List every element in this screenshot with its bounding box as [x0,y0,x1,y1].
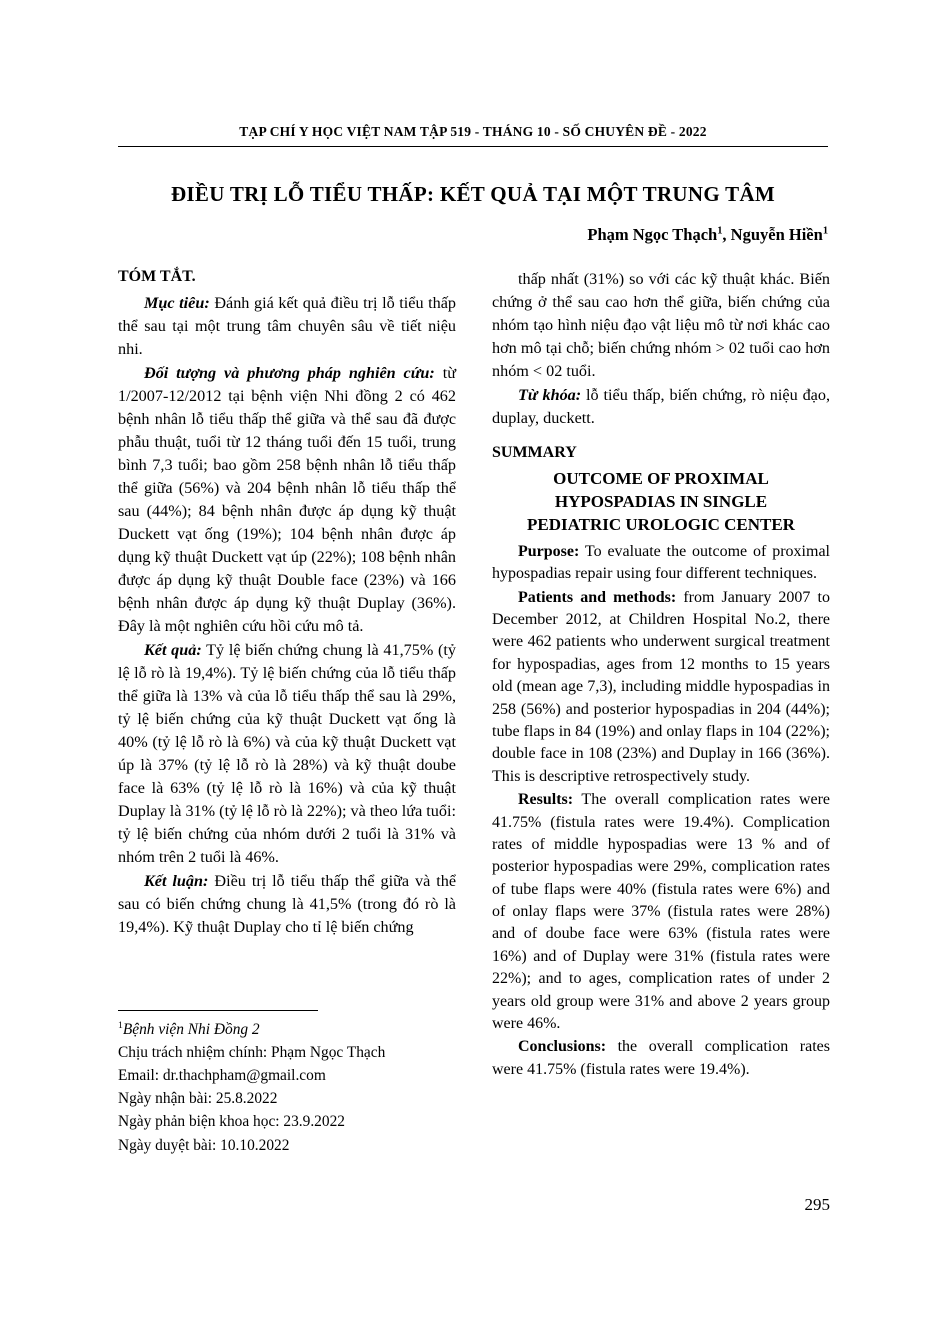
paragraph-lead-results-en: Results: [518,791,574,809]
summary-block [492,444,830,1081]
footnote-block [118,1018,458,1157]
author-affiliation-marker-2: 1 [822,225,828,237]
summary-title [492,468,830,537]
paragraph-text-conclusions-vi: Điều trị lỗ tiểu thấp thể giữa và thể sau có biến chứng chung là 41,5% (trong đó rò là 19,4%). Kỹ thuật Duplay cho tỉ lệ biến chứng [118,872,457,936]
summary-title-line-2: HYPOSPADIAS IN SINGLE [554,491,768,511]
author-separator: , [722,225,731,244]
paragraph-lead-keywords: Từ khóa: [518,386,582,404]
section-heading-abstract-vi: TÓM TẮT. [118,268,196,285]
footnote-divider [118,1010,318,1011]
header-divider [118,146,828,147]
author-affiliation-marker-1: 1 [717,225,723,237]
page-number: 295 [804,1195,830,1214]
paragraph-lead-methods-en: Patients and methods: [518,588,677,606]
paragraph-methods-vi [118,362,456,638]
paragraph-lead-purpose-en: Purpose: [518,542,580,560]
running-head: TẠP CHÍ Y HỌC VIỆT NAM TẬP 519 - THÁNG 10 - SỐ CHUYÊN ĐỀ - 2022 [239,124,707,139]
paragraph-text-keywords: lỗ tiểu thấp, biến chứng, rò niệu đạo, duplay, duckett. [492,386,830,427]
footnote-responsible-author: Chịu trách nhiệm chính: Phạm Ngọc Thạch [118,1044,386,1062]
paragraph-lead-conclusions-vi: Kết luận: [144,872,209,890]
paragraph-results-en [492,789,830,1035]
author-name-2: Nguyễn Hiền [730,225,823,244]
paragraph-purpose-en [492,541,830,586]
paragraph-conclusions-en [492,1036,830,1081]
paragraph-lead-methods-vi: Đối tượng và phương pháp nghiên cứu: [144,364,435,382]
paragraph-results-vi [118,639,456,869]
paragraph-text-objective: Đánh giá kết quả điều trị lỗ tiểu thấp thể sau tại một trung tâm chuyên sâu về tiết niệu nhi. [118,294,456,358]
paragraph-keywords [492,384,830,430]
paragraph-text-results-en: The overall complication rates were 41.75% (fistula rates were 19.4%). Complication rates of middle hypospadias were 13 % and of posterior hypospadias were 29%, complication rates of tube flaps were 40% (fistula rates were 6%) and of onlay flaps were 37% (fistula rates were 28%) and of doube face were 63% (fistula rates were 16%) and of Duplay were 31% (fistula rates were 22%); and to ages, complication rates of under 2 years old group were 31% and above 2 years group were 46%. [492,791,830,1033]
footnote-received-date: Ngày nhận bài: 25.8.2022 [118,1090,278,1108]
paragraph-text-results-vi: Tỷ lệ biến chứng chung là 41,75% (tỷ lệ lỗ rò là 19,4%). Tỷ lệ biến chứng của lỗ tiểu thấp thể giữa là 13% và của lỗ tiểu thấp thể sau là 29%, tỷ lệ biến chứng của kỹ thuật Duckett vạt ống là 40% (tỷ lệ lỗ rò là 6%) và của kỹ thuật Duckett vạt úp là 37% (tỷ lệ lỗ rò là 28%) và kỹ thuật doube face là 63% (tỷ lệ lỗ rò là 16%) và của kỹ thuật Duplay là 31% (tỷ lệ lỗ rò là 22%); và theo lứa tuổi: tỷ lệ biến chứng của nhóm dưới 2 tuổi là 31% và nhóm trên 2 tuổi là 46%. [118,641,456,866]
author-list [118,225,828,245]
paragraph-methods-en [492,587,830,789]
footnote-accepted-date: Ngày duyệt bài: 10.10.2022 [118,1136,290,1154]
summary-title-line-1: OUTCOME OF PROXIMAL [553,469,769,488]
paragraph-lead-conclusions-en: Conclusions: [518,1038,607,1056]
paragraph-continuation: thấp nhất (31%) so với các kỹ thuật khác. Biến chứng ở thể sau cao hơn thể giữa, biến chứng của nhóm tạo hình niệu đạo vật liệu mô từ nơi khác cao hơn mô tại chỗ; biến chứng nhóm > 02 tuổi cao hơn nhóm < 02 tuổi. [492,270,830,380]
footnote-email: Email: dr.thachpham@gmail.com [118,1067,326,1085]
footnote-marker: 1 [118,1019,123,1031]
paragraph-conclusions-vi [118,870,456,939]
section-heading-summary: SUMMARY [492,444,577,461]
paragraph-lead-results-vi: Kết quả: [144,641,202,659]
column-right [492,268,830,1082]
column-left [118,268,456,940]
paragraph-objective [118,292,456,361]
paragraph-text-methods-en: from January 2007 to December 2012, at Children Hospital No.2, there were 462 patients who underwent surgical treatment for hypospadias, ages from 12 months to 15 years old (mean age 7,3), including middle hypospadias in 258 (56%) and posterior hypospadias in 204 (44%); tube flaps in 84 (19%) and onlay flaps in 104 (22%); double face in 108 (23%) and Duplay in 166 (36%). This is descriptive retrospectively study. [492,588,830,785]
summary-title-line-3: PEDIATRIC UROLOGIC CENTER [527,514,795,534]
page-title: ĐIỀU TRỊ LỖ TIỂU THẤP: KẾT QUẢ TẠI MỘT TRUNG TÂM [170,182,776,207]
footnote-affiliation: Bệnh viện Nhi Đồng 2 [122,1021,260,1038]
footnote-review-date: Ngày phản biện khoa học: 23.9.2022 [118,1113,345,1131]
paragraph-lead-objective: Mục tiêu: [144,294,210,312]
author-name-1: Phạm Ngọc Thạch [587,225,718,244]
paragraph-text-purpose-en: To evaluate the outcome of proximal hypospadias repair using four different techniques. [492,542,830,583]
paragraph-text-conclusions-en: the overall complication rates were 41.75% (fistula rates were 19.4%). [492,1038,830,1078]
paragraph-text-methods-vi: từ 1/2007-12/2012 tại bệnh viện Nhi đồng 2 có 462 bệnh nhân lỗ tiểu thấp thể giữa và thể sau đã được phẫu thuật, tuổi từ 12 tháng tuổi đến 15 tuổi, trung bình 7,3 tuổi; bao gồm 258 bệnh nhân lỗ tiểu thấp thể giữa (56%) và 204 bệnh nhân lỗ tiểu thấp thể sau (44%); 84 bệnh nhân được áp dụng kỹ thuật Duckett vạt ống (19%); 104 bệnh nhân được áp dụng kỹ thuật Duckett vạt úp (22%); 108 bệnh nhân được áp dụng kỹ thuật Double face (23%) và 166 bệnh nhân được áp dụng kỹ thuật Duplay (36%). Đây là một nghiên cứu hồi cứu mô tả. [118,364,456,635]
